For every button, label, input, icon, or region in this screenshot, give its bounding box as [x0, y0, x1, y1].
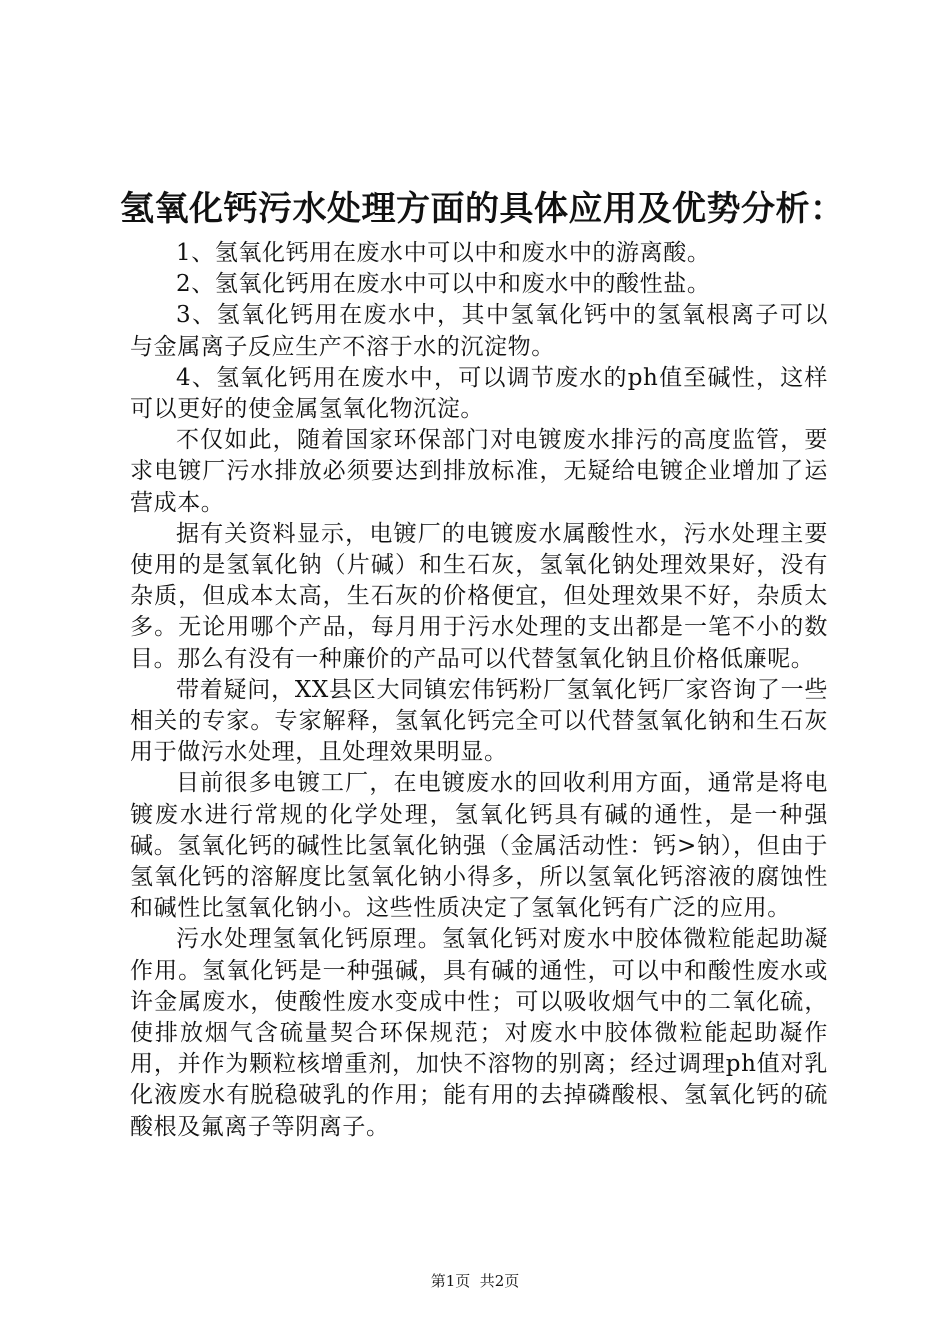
paragraph-5: 不仅如此，随着国家环保部门对电镀废水排污的高度监管，要求电镀厂污水排放必须要达到排放标准，无疑给电镀企业增加了运营成本。: [130, 427, 828, 516]
paragraph-6: 据有关资料显示，电镀厂的电镀废水属酸性水，污水处理主要使用的是氢氧化钠（片碱）和生石灰，氢氧化钠处理效果好，没有杂质，但成本太高，生石灰的价格便宜，但处理效果不好，杂质太多。无论用哪个产品，每月用于污水处理的支出都是一笔不小的数目。那么有没有一种廉价的产品可以代替氢氧化钠且价格低廉呢。: [130, 520, 828, 672]
paragraph-7: 带着疑问，XX县区大同镇宏伟钙粉厂氢氧化钙厂家咨询了一些相关的专家。专家解释，氢氧化钙完全可以代替氢氧化钠和生石灰用于做污水处理，且处理效果明显。: [130, 676, 828, 766]
paragraph-4: 4、氢氧化钙用在废水中，可以调节废水的ph值至碱性，这样可以更好的使金属氢氧化物沉淀。: [130, 364, 828, 423]
paragraph-9: 污水处理氢氧化钙原理。氢氧化钙对废水中胶体微粒能起助凝作用。氢氧化钙是一种强碱，具有碱的通性，可以中和酸性废水或许金属废水，使酸性废水变成中性；可以吸收烟气中的二氧化硫，使排放烟气含硫量契合环保规范；对废水中胶体微粒能起助凝作用，并作为颗粒核增重剂，加快不溶物的别离；经过调理ph值对乳化液废水有脱稳破乳的作用；能有用的去掉磷酸根、氢氧化钙的硫酸根及氟离子等阴离子。: [130, 926, 828, 1140]
paragraph-3: 3、氢氧化钙用在废水中，其中氢氧化钙中的氢氧根离子可以与金属离子反应生产不溶于水的沉淀物。: [130, 302, 828, 360]
page-number-footer: 第1页 共2页: [430, 1272, 520, 1290]
paragraph-2: 2、氢氧化钙用在废水中可以中和废水中的酸性盐。: [176, 271, 711, 298]
document-body: [130, 238, 828, 1143]
paragraph-8: 目前很多电镀工厂，在电镀废水的回收利用方面，通常是将电镀废水进行常规的化学处理，氢氧化钙具有碱的通性，是一种强碱。氢氧化钙的碱性比氢氧化钠强（金属活动性：钙>钠），但由于氢氧化钙的溶解度比氢氧化钠小得多，所以氢氧化钙溶液的腐蚀性和碱性比氢氧化钠小。这些性质决定了氢氧化钙有广泛的应用。: [130, 770, 828, 922]
paragraph-1: 1、氢氧化钙用在废水中可以中和废水中的游离酸。: [176, 240, 711, 266]
document-title: 氢氧化钙污水处理方面的具体应用及优势分析：: [120, 189, 845, 229]
